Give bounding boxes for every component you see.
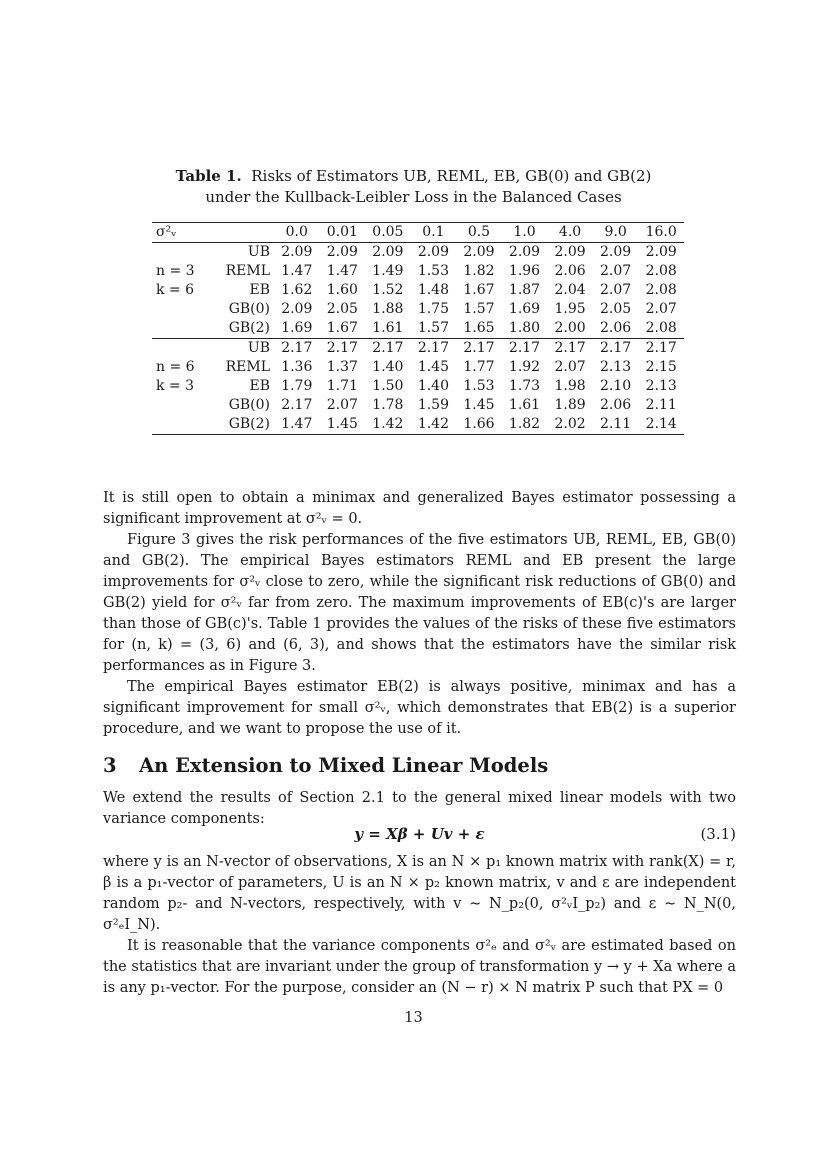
table-row — [152, 377, 684, 396]
table-cell: 1.36 — [281, 359, 313, 375]
table-row — [152, 415, 684, 435]
table-row — [152, 319, 684, 339]
equation-expression: y = Xβ + Uv + ε — [354, 825, 485, 843]
table-cell: 2.13 — [645, 378, 677, 394]
table-cell: 1.60 — [326, 282, 358, 298]
table-cell: 1.61 — [372, 320, 404, 336]
table-cell: 1.47 — [326, 263, 358, 279]
paragraph: We extend the results of Section 2.1 to the general mixed linear models with two variance components: — [103, 790, 736, 827]
table-cell: 2.09 — [638, 243, 684, 263]
table-row — [152, 281, 684, 300]
table-cell: 1.59 — [417, 397, 449, 413]
table-cell: 2.08 — [645, 263, 677, 279]
table-header-row — [152, 223, 684, 243]
table-cell: 1.40 — [372, 359, 404, 375]
group-label — [152, 243, 210, 263]
table-row — [152, 358, 684, 377]
table-cell: 2.07 — [600, 263, 632, 279]
table-cell: 2.17 — [281, 397, 313, 413]
table-corner: σ²ᵥ — [152, 223, 210, 243]
table-cell: 2.15 — [645, 359, 677, 375]
group-label: n = 3 — [156, 263, 195, 279]
table-cell: 2.05 — [600, 301, 632, 317]
table-cell: 1.49 — [372, 263, 404, 279]
table-cell: 1.62 — [281, 282, 313, 298]
table-cell: 1.37 — [326, 359, 358, 375]
estimator-name: GB(2) — [228, 320, 270, 336]
column-header: 0.05 — [365, 223, 411, 243]
table-cell: 2.13 — [600, 359, 632, 375]
table-cell: 2.07 — [554, 359, 586, 375]
column-header: 9.0 — [593, 223, 639, 243]
table-cell: 2.07 — [600, 282, 632, 298]
table-cell: 2.17 — [638, 339, 684, 359]
table-cell: 1.52 — [372, 282, 404, 298]
column-header: 0.0 — [274, 223, 320, 243]
table-cell: 2.17 — [411, 339, 457, 359]
table-cell: 1.98 — [554, 378, 586, 394]
table-cell: 1.69 — [508, 301, 541, 317]
table-cell: 1.53 — [417, 263, 449, 279]
table-cell: 1.69 — [281, 320, 313, 336]
table-cell: 1.75 — [417, 301, 449, 317]
group-label — [152, 319, 210, 339]
table-cell: 1.42 — [411, 415, 457, 435]
paragraph: where y is an N-vector of observations, X is an N × p₁ known matrix with rank(X) = r, β is a p₁-vector of parameters, U is an N × p₂ known matrix, v and ε are independent random p₂- and N-vectors, respectively, with v ∼ N_p₂(0, σ²ᵥI_p₂) and ε ∼ N_N(0, σ²ₑI_N). — [103, 854, 736, 933]
risk-table — [152, 222, 684, 435]
table-cell: 2.00 — [554, 320, 586, 336]
table-cell: 2.11 — [645, 397, 677, 413]
table-cell: 1.67 — [326, 320, 358, 336]
table-body — [152, 243, 684, 435]
group-label — [152, 300, 210, 319]
table-cell: 1.82 — [463, 263, 495, 279]
paragraph-block-1 — [103, 488, 736, 740]
caption-line1: Risks of Estimators UB, REML, EB, GB(0) and GB(2) — [251, 167, 652, 185]
table-cell: 1.65 — [463, 320, 495, 336]
table-cell: 2.05 — [326, 301, 358, 317]
table-cell: 1.92 — [508, 359, 541, 375]
table-cell: 1.48 — [417, 282, 449, 298]
table-cell: 1.47 — [274, 415, 320, 435]
table-cell: 1.66 — [456, 415, 502, 435]
estimator-name: REML — [225, 263, 270, 279]
table-cell: 2.10 — [600, 378, 632, 394]
table-cell: 2.09 — [320, 243, 366, 263]
table-cell: 1.73 — [508, 378, 541, 394]
table-cell: 1.61 — [508, 397, 541, 413]
estimator-name: REML — [225, 359, 270, 375]
table-cell: 1.87 — [508, 282, 541, 298]
table-cell: 1.57 — [417, 320, 449, 336]
table-cell: 1.67 — [463, 282, 495, 298]
table-cell: 2.04 — [554, 282, 586, 298]
table-cell: 2.09 — [547, 243, 593, 263]
column-header: 4.0 — [547, 223, 593, 243]
section-heading — [103, 754, 548, 777]
table-row — [152, 262, 684, 281]
group-label — [152, 415, 210, 435]
paragraph: The empirical Bayes estimator EB(2) is always positive, minimax and has a significant improvement for small σ²ᵥ, which demonstrates that EB(2) is a superior procedure, and we want to propose the use of it. — [103, 679, 736, 737]
table-cell: 2.17 — [365, 339, 411, 359]
table-cell: 1.53 — [463, 378, 495, 394]
paragraph: It is still open to obtain a minimax and generalized Bayes estimator possessing a significant improvement at σ²ᵥ = 0. — [103, 490, 736, 527]
group-label: k = 3 — [156, 378, 195, 394]
table-cell: 1.45 — [463, 397, 495, 413]
estimator-name: EB — [249, 282, 270, 298]
table-cell: 2.17 — [320, 339, 366, 359]
table-cell: 1.95 — [554, 301, 586, 317]
paragraph: Figure 3 gives the risk performances of the five estimators UB, REML, EB, GB(0) and GB(2). The empirical Bayes estimators REML and EB present the large improvements for σ²ᵥ close to zero, while the significant risk reductions of GB(0) and GB(2) yield for σ²ᵥ far from zero. The maximum improvements of EB(c)'s are larger than those of GB(c)'s. Table 1 provides the values of the risks of these five estimators for (n, k) = (3, 6) and (6, 3), and shows that the estimators have the similar risk performances as in Figure 3. — [103, 532, 736, 674]
caption-line2: under the Kullback-Leibler Loss in the Balanced Cases — [205, 188, 622, 206]
table-cell: 2.09 — [274, 243, 320, 263]
table-cell: 2.09 — [593, 243, 639, 263]
table-cell: 2.09 — [411, 243, 457, 263]
table-row — [152, 243, 684, 263]
table-cell: 1.82 — [502, 415, 548, 435]
table-cell: 1.78 — [372, 397, 404, 413]
table-cell: 2.06 — [554, 263, 586, 279]
table-cell: 2.02 — [547, 415, 593, 435]
section-number: 3 — [103, 754, 117, 777]
table-cell: 2.08 — [645, 320, 677, 336]
table-cell: 1.80 — [508, 320, 541, 336]
table-row — [152, 300, 684, 319]
table-cell: 1.42 — [365, 415, 411, 435]
group-label — [152, 396, 210, 415]
paragraph-block-2 — [103, 852, 736, 999]
table-cell: 1.77 — [463, 359, 495, 375]
table-row — [152, 396, 684, 415]
table-cell: 2.08 — [645, 282, 677, 298]
table-cell: 2.06 — [600, 320, 632, 336]
table-cell: 1.71 — [326, 378, 358, 394]
estimator-name: UB — [210, 339, 274, 359]
table-cell: 2.09 — [456, 243, 502, 263]
table-cell: 2.17 — [593, 339, 639, 359]
table-cell: 2.17 — [456, 339, 502, 359]
table-cell: 2.09 — [502, 243, 548, 263]
table-cell: 1.96 — [508, 263, 541, 279]
table-cell: 2.07 — [645, 301, 677, 317]
table-cell: 2.09 — [281, 301, 313, 317]
table-cell: 1.50 — [372, 378, 404, 394]
table-cell: 2.17 — [547, 339, 593, 359]
table-cell: 2.09 — [365, 243, 411, 263]
section-title: An Extension to Mixed Linear Models — [139, 754, 549, 777]
table-cell: 1.79 — [281, 378, 313, 394]
equation-number: (3.1) — [700, 825, 736, 843]
table-cell: 1.88 — [372, 301, 404, 317]
column-header: 0.5 — [456, 223, 502, 243]
column-header: 0.01 — [320, 223, 366, 243]
group-label: n = 6 — [156, 359, 195, 375]
estimator-name: EB — [249, 378, 270, 394]
estimator-name: GB(0) — [228, 301, 270, 317]
table-cell: 2.14 — [638, 415, 684, 435]
table-cell: 2.11 — [593, 415, 639, 435]
estimator-name: UB — [210, 243, 274, 263]
estimator-name: GB(0) — [228, 397, 270, 413]
table-cell: 1.89 — [554, 397, 586, 413]
column-header: 0.1 — [411, 223, 457, 243]
table-cell: 2.06 — [600, 397, 632, 413]
table-row — [152, 339, 684, 359]
table-cell: 1.57 — [463, 301, 495, 317]
table-cell: 2.17 — [502, 339, 548, 359]
table-cell: 1.45 — [417, 359, 449, 375]
column-header: 1.0 — [502, 223, 548, 243]
table-cell: 1.40 — [417, 378, 449, 394]
column-header: 16.0 — [638, 223, 684, 243]
table-caption — [0, 166, 827, 208]
estimator-name: GB(2) — [210, 415, 274, 435]
group-label: k = 6 — [156, 282, 195, 298]
group-label — [152, 339, 210, 359]
table-cell: 1.45 — [320, 415, 366, 435]
table-cell: 2.07 — [326, 397, 358, 413]
caption-label: Table 1. — [175, 167, 242, 185]
table-cell: 1.47 — [281, 263, 313, 279]
table-cell: 2.17 — [274, 339, 320, 359]
page-number: 13 — [404, 1010, 423, 1026]
paragraph: It is reasonable that the variance components σ²ₑ and σ²ᵥ are estimated based on the statistics that are invariant under the group of transformation y → y + Xa where a is any p₁-vector. For the purpose, consider an (N − r) × N matrix P such that PX = 0 — [103, 938, 736, 996]
